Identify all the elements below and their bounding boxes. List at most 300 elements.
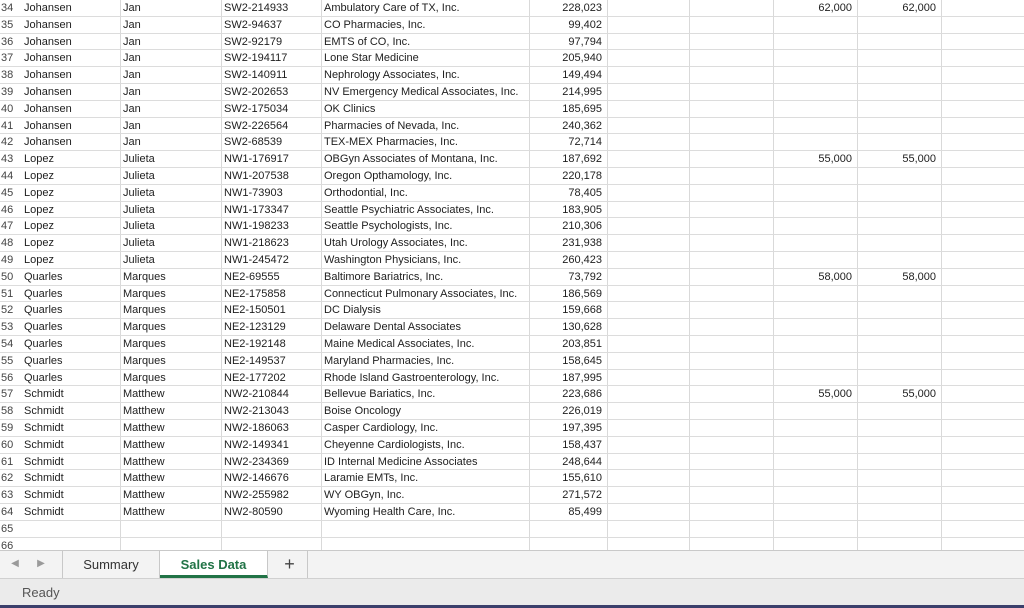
- first-name-cell[interactable]: Marques: [121, 286, 222, 303]
- account-id-cell[interactable]: SW2-92179: [222, 34, 322, 51]
- customer-cell[interactable]: Ambulatory Care of TX, Inc.: [322, 0, 530, 17]
- account-id-cell[interactable]: NW2-186063: [222, 420, 322, 437]
- last-name-cell[interactable]: Johansen: [22, 0, 121, 17]
- empty-cell[interactable]: [690, 34, 774, 51]
- amount-cell[interactable]: 97,794: [530, 34, 608, 51]
- empty-cell[interactable]: [690, 17, 774, 34]
- empty-cell[interactable]: [942, 319, 1024, 336]
- first-name-cell[interactable]: Matthew: [121, 454, 222, 471]
- last-name-cell[interactable]: Lopez: [22, 168, 121, 185]
- account-id-cell[interactable]: SW2-214933: [222, 0, 322, 17]
- amount-cell[interactable]: 248,644: [530, 454, 608, 471]
- quota-cell[interactable]: [774, 101, 858, 118]
- amount-cell[interactable]: 210,306: [530, 218, 608, 235]
- empty-cell[interactable]: [608, 134, 690, 151]
- customer-cell[interactable]: Cheyenne Cardiologists, Inc.: [322, 437, 530, 454]
- quota-total-cell[interactable]: [858, 252, 942, 269]
- quota-total-cell[interactable]: [858, 437, 942, 454]
- first-name-cell[interactable]: Jan: [121, 101, 222, 118]
- first-name-cell[interactable]: Jan: [121, 0, 222, 17]
- empty-cell[interactable]: [690, 118, 774, 135]
- first-name-cell[interactable]: Marques: [121, 319, 222, 336]
- quota-cell[interactable]: [774, 538, 858, 550]
- first-name-cell[interactable]: Marques: [121, 370, 222, 387]
- last-name-cell[interactable]: Johansen: [22, 67, 121, 84]
- quota-cell[interactable]: [774, 235, 858, 252]
- empty-cell[interactable]: [942, 521, 1024, 538]
- amount-cell[interactable]: 220,178: [530, 168, 608, 185]
- first-name-cell[interactable]: Julieta: [121, 202, 222, 219]
- empty-cell[interactable]: [690, 218, 774, 235]
- customer-cell[interactable]: Laramie EMTs, Inc.: [322, 470, 530, 487]
- first-name-cell[interactable]: Matthew: [121, 504, 222, 521]
- empty-cell[interactable]: [690, 0, 774, 17]
- quota-cell[interactable]: [774, 67, 858, 84]
- empty-cell[interactable]: [608, 252, 690, 269]
- quota-total-cell[interactable]: [858, 521, 942, 538]
- first-name-cell[interactable]: Julieta: [121, 235, 222, 252]
- tab-summary[interactable]: Summary: [63, 551, 160, 578]
- empty-cell[interactable]: [942, 504, 1024, 521]
- quota-total-cell[interactable]: [858, 17, 942, 34]
- empty-cell[interactable]: [608, 420, 690, 437]
- customer-cell[interactable]: EMTS of CO, Inc.: [322, 34, 530, 51]
- quota-cell[interactable]: 55,000: [774, 386, 858, 403]
- first-name-cell[interactable]: Matthew: [121, 470, 222, 487]
- account-id-cell[interactable]: NW2-146676: [222, 470, 322, 487]
- last-name-cell[interactable]: Johansen: [22, 50, 121, 67]
- quota-cell[interactable]: [774, 521, 858, 538]
- customer-cell[interactable]: Lone Star Medicine: [322, 50, 530, 67]
- empty-cell[interactable]: [608, 370, 690, 387]
- last-name-cell[interactable]: Lopez: [22, 202, 121, 219]
- customer-cell[interactable]: Connecticut Pulmonary Associates, Inc.: [322, 286, 530, 303]
- empty-cell[interactable]: [690, 370, 774, 387]
- empty-cell[interactable]: [690, 151, 774, 168]
- quota-total-cell[interactable]: [858, 319, 942, 336]
- amount-cell[interactable]: 159,668: [530, 302, 608, 319]
- empty-cell[interactable]: [690, 235, 774, 252]
- last-name-cell[interactable]: Quarles: [22, 302, 121, 319]
- customer-cell[interactable]: Oregon Opthamology, Inc.: [322, 168, 530, 185]
- empty-cell[interactable]: [942, 437, 1024, 454]
- account-id-cell[interactable]: NW2-210844: [222, 386, 322, 403]
- amount-cell[interactable]: 158,645: [530, 353, 608, 370]
- account-id-cell[interactable]: NE2-192148: [222, 336, 322, 353]
- empty-cell[interactable]: [608, 185, 690, 202]
- first-name-cell[interactable]: Jan: [121, 50, 222, 67]
- customer-cell[interactable]: DC Dialysis: [322, 302, 530, 319]
- empty-cell[interactable]: [608, 336, 690, 353]
- account-id-cell[interactable]: NW2-213043: [222, 403, 322, 420]
- quota-cell[interactable]: [774, 403, 858, 420]
- quota-cell[interactable]: [774, 185, 858, 202]
- customer-cell[interactable]: Seattle Psychiatric Associates, Inc.: [322, 202, 530, 219]
- empty-cell[interactable]: [690, 286, 774, 303]
- last-name-cell[interactable]: Lopez: [22, 235, 121, 252]
- first-name-cell[interactable]: Jan: [121, 34, 222, 51]
- empty-cell[interactable]: [690, 386, 774, 403]
- quota-total-cell[interactable]: [858, 370, 942, 387]
- empty-cell[interactable]: [608, 538, 690, 550]
- account-id-cell[interactable]: NW1-218623: [222, 235, 322, 252]
- empty-cell[interactable]: [942, 353, 1024, 370]
- empty-cell[interactable]: [608, 235, 690, 252]
- first-name-cell[interactable]: Jan: [121, 67, 222, 84]
- empty-cell[interactable]: [942, 420, 1024, 437]
- account-id-cell[interactable]: NW2-80590: [222, 504, 322, 521]
- quota-cell[interactable]: [774, 50, 858, 67]
- quota-total-cell[interactable]: [858, 302, 942, 319]
- empty-cell[interactable]: [608, 151, 690, 168]
- account-id-cell[interactable]: NW1-245472: [222, 252, 322, 269]
- last-name-cell[interactable]: Schmidt: [22, 420, 121, 437]
- last-name-cell[interactable]: Schmidt: [22, 487, 121, 504]
- customer-cell[interactable]: WY OBGyn, Inc.: [322, 487, 530, 504]
- amount-cell[interactable]: 205,940: [530, 50, 608, 67]
- account-id-cell[interactable]: NW2-255982: [222, 487, 322, 504]
- first-name-cell[interactable]: Julieta: [121, 151, 222, 168]
- quota-cell[interactable]: [774, 370, 858, 387]
- quota-cell[interactable]: [774, 504, 858, 521]
- empty-cell[interactable]: [690, 470, 774, 487]
- account-id-cell[interactable]: SW2-226564: [222, 118, 322, 135]
- account-id-cell[interactable]: NW1-176917: [222, 151, 322, 168]
- quota-cell[interactable]: [774, 319, 858, 336]
- last-name-cell[interactable]: Lopez: [22, 185, 121, 202]
- quota-cell[interactable]: [774, 470, 858, 487]
- last-name-cell[interactable]: Schmidt: [22, 470, 121, 487]
- empty-cell[interactable]: [942, 50, 1024, 67]
- first-name-cell[interactable]: Jan: [121, 17, 222, 34]
- empty-cell[interactable]: [942, 487, 1024, 504]
- last-name-cell[interactable]: [22, 521, 121, 538]
- amount-cell[interactable]: 78,405: [530, 185, 608, 202]
- quota-total-cell[interactable]: [858, 504, 942, 521]
- empty-cell[interactable]: [608, 101, 690, 118]
- amount-cell[interactable]: [530, 538, 608, 550]
- quota-total-cell[interactable]: [858, 487, 942, 504]
- amount-cell[interactable]: 187,692: [530, 151, 608, 168]
- first-name-cell[interactable]: Matthew: [121, 386, 222, 403]
- account-id-cell[interactable]: NE2-149537: [222, 353, 322, 370]
- last-name-cell[interactable]: Lopez: [22, 218, 121, 235]
- account-id-cell[interactable]: SW2-194117: [222, 50, 322, 67]
- account-id-cell[interactable]: NE2-177202: [222, 370, 322, 387]
- first-name-cell[interactable]: Marques: [121, 336, 222, 353]
- amount-cell[interactable]: 228,023: [530, 0, 608, 17]
- first-name-cell[interactable]: Jan: [121, 84, 222, 101]
- first-name-cell[interactable]: Julieta: [121, 252, 222, 269]
- first-name-cell[interactable]: Matthew: [121, 403, 222, 420]
- amount-cell[interactable]: 203,851: [530, 336, 608, 353]
- empty-cell[interactable]: [942, 336, 1024, 353]
- quota-cell[interactable]: [774, 302, 858, 319]
- quota-total-cell[interactable]: 62,000: [858, 0, 942, 17]
- quota-total-cell[interactable]: [858, 218, 942, 235]
- customer-cell[interactable]: OK Clinics: [322, 101, 530, 118]
- empty-cell[interactable]: [942, 386, 1024, 403]
- empty-cell[interactable]: [690, 319, 774, 336]
- customer-cell[interactable]: Casper Cardiology, Inc.: [322, 420, 530, 437]
- amount-cell[interactable]: 185,695: [530, 101, 608, 118]
- empty-cell[interactable]: [690, 269, 774, 286]
- first-name-cell[interactable]: Julieta: [121, 185, 222, 202]
- empty-cell[interactable]: [942, 538, 1024, 550]
- empty-cell[interactable]: [690, 454, 774, 471]
- customer-cell[interactable]: Pharmacies of Nevada, Inc.: [322, 118, 530, 135]
- chevron-left-icon[interactable]: ◀: [11, 558, 19, 569]
- empty-cell[interactable]: [942, 134, 1024, 151]
- empty-cell[interactable]: [608, 202, 690, 219]
- amount-cell[interactable]: 231,938: [530, 235, 608, 252]
- first-name-cell[interactable]: [121, 538, 222, 550]
- chevron-right-icon[interactable]: ▶: [37, 558, 45, 569]
- empty-cell[interactable]: [690, 353, 774, 370]
- customer-cell[interactable]: Orthodontial, Inc.: [322, 185, 530, 202]
- amount-cell[interactable]: 197,395: [530, 420, 608, 437]
- account-id-cell[interactable]: NE2-150501: [222, 302, 322, 319]
- empty-cell[interactable]: [690, 437, 774, 454]
- empty-cell[interactable]: [942, 151, 1024, 168]
- quota-total-cell[interactable]: [858, 168, 942, 185]
- quota-total-cell[interactable]: [858, 470, 942, 487]
- account-id-cell[interactable]: NW1-73903: [222, 185, 322, 202]
- empty-cell[interactable]: [942, 302, 1024, 319]
- last-name-cell[interactable]: Schmidt: [22, 386, 121, 403]
- last-name-cell[interactable]: Johansen: [22, 34, 121, 51]
- customer-cell[interactable]: Washington Physicians, Inc.: [322, 252, 530, 269]
- quota-cell[interactable]: [774, 202, 858, 219]
- amount-cell[interactable]: 99,402: [530, 17, 608, 34]
- empty-cell[interactable]: [608, 218, 690, 235]
- amount-cell[interactable]: 183,905: [530, 202, 608, 219]
- empty-cell[interactable]: [942, 67, 1024, 84]
- empty-cell[interactable]: [690, 504, 774, 521]
- quota-cell[interactable]: [774, 252, 858, 269]
- empty-cell[interactable]: [608, 269, 690, 286]
- add-sheet-button[interactable]: +: [272, 551, 308, 578]
- quota-cell[interactable]: 58,000: [774, 269, 858, 286]
- account-id-cell[interactable]: NE2-123129: [222, 319, 322, 336]
- empty-cell[interactable]: [942, 101, 1024, 118]
- quota-cell[interactable]: [774, 168, 858, 185]
- empty-cell[interactable]: [608, 454, 690, 471]
- amount-cell[interactable]: 186,569: [530, 286, 608, 303]
- customer-cell[interactable]: CO Pharmacies, Inc.: [322, 17, 530, 34]
- empty-cell[interactable]: [942, 252, 1024, 269]
- customer-cell[interactable]: NV Emergency Medical Associates, Inc.: [322, 84, 530, 101]
- customer-cell[interactable]: Maine Medical Associates, Inc.: [322, 336, 530, 353]
- quota-cell[interactable]: 62,000: [774, 0, 858, 17]
- amount-cell[interactable]: 130,628: [530, 319, 608, 336]
- customer-cell[interactable]: TEX-MEX Pharmacies, Inc.: [322, 134, 530, 151]
- tab-sales-data[interactable]: Sales Data: [160, 551, 268, 578]
- empty-cell[interactable]: [690, 420, 774, 437]
- empty-cell[interactable]: [690, 252, 774, 269]
- empty-cell[interactable]: [690, 84, 774, 101]
- first-name-cell[interactable]: Julieta: [121, 168, 222, 185]
- customer-cell[interactable]: Maryland Pharmacies, Inc.: [322, 353, 530, 370]
- quota-cell[interactable]: [774, 218, 858, 235]
- account-id-cell[interactable]: [222, 521, 322, 538]
- empty-cell[interactable]: [608, 521, 690, 538]
- account-id-cell[interactable]: SW2-68539: [222, 134, 322, 151]
- quota-total-cell[interactable]: [858, 134, 942, 151]
- quota-total-cell[interactable]: 55,000: [858, 151, 942, 168]
- customer-cell[interactable]: Wyoming Health Care, Inc.: [322, 504, 530, 521]
- quota-total-cell[interactable]: [858, 353, 942, 370]
- amount-cell[interactable]: 155,610: [530, 470, 608, 487]
- last-name-cell[interactable]: Quarles: [22, 319, 121, 336]
- empty-cell[interactable]: [608, 50, 690, 67]
- empty-cell[interactable]: [608, 0, 690, 17]
- last-name-cell[interactable]: [22, 538, 121, 550]
- empty-cell[interactable]: [942, 470, 1024, 487]
- empty-cell[interactable]: [608, 84, 690, 101]
- account-id-cell[interactable]: [222, 538, 322, 550]
- customer-cell[interactable]: Utah Urology Associates, Inc.: [322, 235, 530, 252]
- amount-cell[interactable]: 260,423: [530, 252, 608, 269]
- quota-total-cell[interactable]: [858, 538, 942, 550]
- empty-cell[interactable]: [608, 34, 690, 51]
- customer-cell[interactable]: [322, 521, 530, 538]
- amount-cell[interactable]: 226,019: [530, 403, 608, 420]
- account-id-cell[interactable]: NW1-198233: [222, 218, 322, 235]
- empty-cell[interactable]: [608, 353, 690, 370]
- first-name-cell[interactable]: Marques: [121, 302, 222, 319]
- empty-cell[interactable]: [608, 286, 690, 303]
- last-name-cell[interactable]: Lopez: [22, 151, 121, 168]
- first-name-cell[interactable]: Marques: [121, 353, 222, 370]
- empty-cell[interactable]: [942, 202, 1024, 219]
- account-id-cell[interactable]: NW2-234369: [222, 454, 322, 471]
- first-name-cell[interactable]: Marques: [121, 269, 222, 286]
- first-name-cell[interactable]: Jan: [121, 118, 222, 135]
- quota-cell[interactable]: [774, 118, 858, 135]
- empty-cell[interactable]: [942, 269, 1024, 286]
- customer-cell[interactable]: Boise Oncology: [322, 403, 530, 420]
- quota-cell[interactable]: [774, 420, 858, 437]
- quota-cell[interactable]: [774, 353, 858, 370]
- amount-cell[interactable]: [530, 521, 608, 538]
- quota-total-cell[interactable]: [858, 84, 942, 101]
- empty-cell[interactable]: [942, 84, 1024, 101]
- amount-cell[interactable]: 158,437: [530, 437, 608, 454]
- quota-total-cell[interactable]: [858, 185, 942, 202]
- empty-cell[interactable]: [608, 504, 690, 521]
- quota-total-cell[interactable]: [858, 403, 942, 420]
- first-name-cell[interactable]: Matthew: [121, 437, 222, 454]
- amount-cell[interactable]: 149,494: [530, 67, 608, 84]
- customer-cell[interactable]: Baltimore Bariatrics, Inc.: [322, 269, 530, 286]
- empty-cell[interactable]: [608, 470, 690, 487]
- account-id-cell[interactable]: NE2-175858: [222, 286, 322, 303]
- empty-cell[interactable]: [690, 336, 774, 353]
- quota-total-cell[interactable]: [858, 50, 942, 67]
- empty-cell[interactable]: [608, 386, 690, 403]
- amount-cell[interactable]: 271,572: [530, 487, 608, 504]
- empty-cell[interactable]: [608, 487, 690, 504]
- quota-total-cell[interactable]: [858, 286, 942, 303]
- account-id-cell[interactable]: SW2-202653: [222, 84, 322, 101]
- empty-cell[interactable]: [608, 437, 690, 454]
- empty-cell[interactable]: [942, 286, 1024, 303]
- empty-cell[interactable]: [690, 185, 774, 202]
- account-id-cell[interactable]: NW1-173347: [222, 202, 322, 219]
- quota-cell[interactable]: [774, 437, 858, 454]
- quota-total-cell[interactable]: 55,000: [858, 386, 942, 403]
- quota-total-cell[interactable]: [858, 420, 942, 437]
- empty-cell[interactable]: [690, 521, 774, 538]
- empty-cell[interactable]: [942, 370, 1024, 387]
- customer-cell[interactable]: OBGyn Associates of Montana, Inc.: [322, 151, 530, 168]
- empty-cell[interactable]: [608, 302, 690, 319]
- last-name-cell[interactable]: Lopez: [22, 252, 121, 269]
- first-name-cell[interactable]: Matthew: [121, 487, 222, 504]
- empty-cell[interactable]: [690, 101, 774, 118]
- empty-cell[interactable]: [690, 168, 774, 185]
- last-name-cell[interactable]: Johansen: [22, 101, 121, 118]
- customer-cell[interactable]: ID Internal Medicine Associates: [322, 454, 530, 471]
- last-name-cell[interactable]: Schmidt: [22, 454, 121, 471]
- empty-cell[interactable]: [608, 319, 690, 336]
- quota-total-cell[interactable]: [858, 34, 942, 51]
- empty-cell[interactable]: [942, 34, 1024, 51]
- last-name-cell[interactable]: Johansen: [22, 134, 121, 151]
- quota-cell[interactable]: [774, 286, 858, 303]
- amount-cell[interactable]: 72,714: [530, 134, 608, 151]
- amount-cell[interactable]: 214,995: [530, 84, 608, 101]
- first-name-cell[interactable]: Jan: [121, 134, 222, 151]
- last-name-cell[interactable]: Schmidt: [22, 437, 121, 454]
- empty-cell[interactable]: [608, 403, 690, 420]
- empty-cell[interactable]: [942, 454, 1024, 471]
- empty-cell[interactable]: [942, 235, 1024, 252]
- empty-cell[interactable]: [690, 134, 774, 151]
- quota-total-cell[interactable]: [858, 118, 942, 135]
- first-name-cell[interactable]: [121, 521, 222, 538]
- empty-cell[interactable]: [608, 17, 690, 34]
- quota-total-cell[interactable]: [858, 202, 942, 219]
- last-name-cell[interactable]: Johansen: [22, 17, 121, 34]
- customer-cell[interactable]: Rhode Island Gastroenterology, Inc.: [322, 370, 530, 387]
- quota-cell[interactable]: [774, 34, 858, 51]
- account-id-cell[interactable]: NE2-69555: [222, 269, 322, 286]
- customer-cell[interactable]: Seattle Psychologists, Inc.: [322, 218, 530, 235]
- quota-cell[interactable]: [774, 336, 858, 353]
- amount-cell[interactable]: 73,792: [530, 269, 608, 286]
- account-id-cell[interactable]: SW2-140911: [222, 67, 322, 84]
- last-name-cell[interactable]: Johansen: [22, 118, 121, 135]
- customer-cell[interactable]: [322, 538, 530, 550]
- last-name-cell[interactable]: Quarles: [22, 370, 121, 387]
- empty-cell[interactable]: [690, 50, 774, 67]
- quota-total-cell[interactable]: [858, 101, 942, 118]
- quota-cell[interactable]: [774, 454, 858, 471]
- last-name-cell[interactable]: Schmidt: [22, 504, 121, 521]
- amount-cell[interactable]: 223,686: [530, 386, 608, 403]
- quota-total-cell[interactable]: [858, 336, 942, 353]
- account-id-cell[interactable]: NW1-207538: [222, 168, 322, 185]
- empty-cell[interactable]: [942, 403, 1024, 420]
- empty-cell[interactable]: [608, 67, 690, 84]
- quota-total-cell[interactable]: [858, 454, 942, 471]
- empty-cell[interactable]: [942, 0, 1024, 17]
- empty-cell[interactable]: [608, 118, 690, 135]
- empty-cell[interactable]: [690, 302, 774, 319]
- quota-cell[interactable]: [774, 487, 858, 504]
